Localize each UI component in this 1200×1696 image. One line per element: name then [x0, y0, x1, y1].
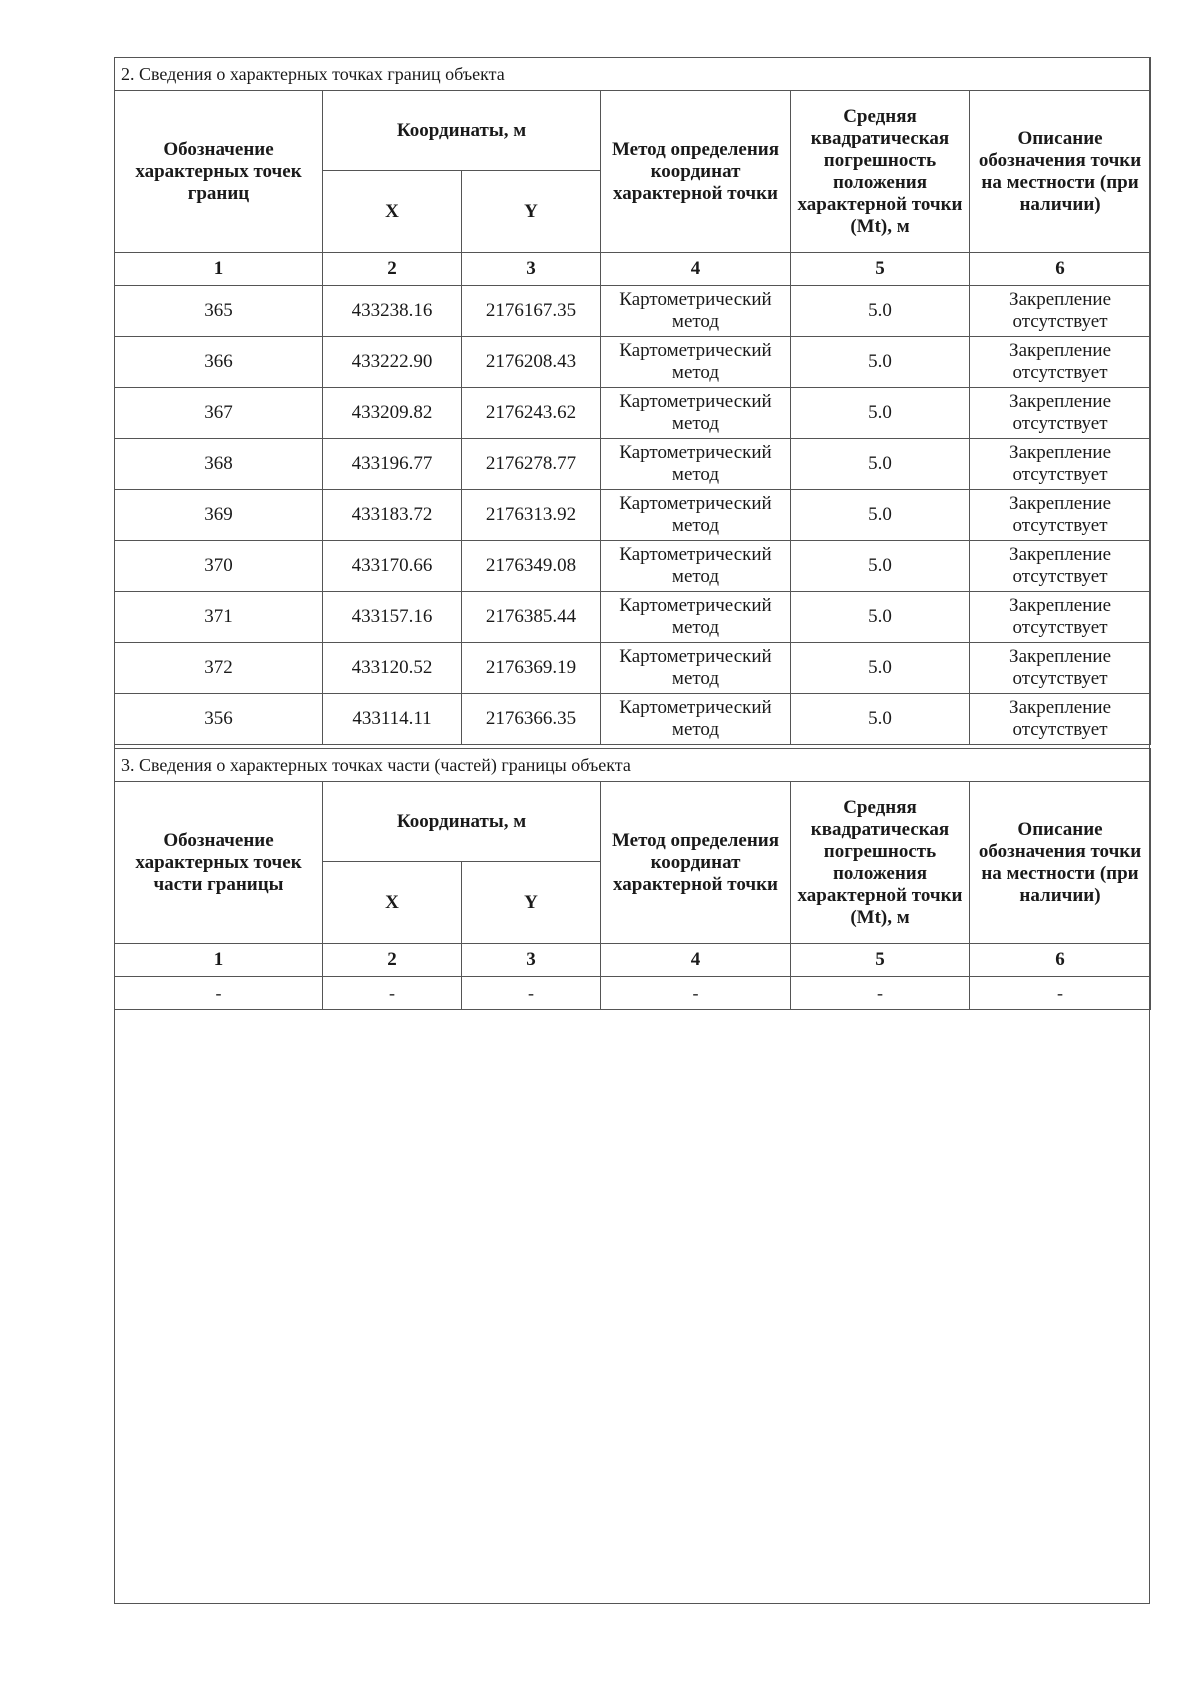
table-body: [115, 286, 1151, 745]
cell-point: 368: [115, 439, 323, 490]
cell-y: 2176167.35: [462, 286, 601, 337]
cell-accuracy: 5.0: [791, 694, 970, 745]
cell-accuracy: 5.0: [791, 388, 970, 439]
cell-accuracy: 5.0: [791, 337, 970, 388]
cell-x: 433183.72: [323, 490, 462, 541]
table-row: [115, 643, 1151, 694]
section-title: 2. Сведения о характерных точках границ объекта: [115, 58, 1151, 91]
cell-x: 433222.90: [323, 337, 462, 388]
header-y: Y: [462, 862, 601, 944]
header-method: Метод определения координат характерной точки: [601, 782, 791, 944]
table-row: [115, 490, 1151, 541]
cell-accuracy: 5.0: [791, 643, 970, 694]
part-boundary-points-table: [114, 748, 1151, 1010]
header-y: Y: [462, 171, 601, 253]
header-x: X: [323, 171, 462, 253]
cell-method: Картометрический метод: [601, 337, 791, 388]
cell-empty: -: [115, 977, 323, 1010]
col-number: 6: [970, 944, 1151, 977]
header-x: X: [323, 862, 462, 944]
cell-point: 365: [115, 286, 323, 337]
cell-x: 433196.77: [323, 439, 462, 490]
col-number: 5: [791, 944, 970, 977]
col-number: 2: [323, 253, 462, 286]
cell-method: Картометрический метод: [601, 286, 791, 337]
table-row: [115, 592, 1151, 643]
cell-x: 433238.16: [323, 286, 462, 337]
table-row: [115, 694, 1151, 745]
cell-y: 2176208.43: [462, 337, 601, 388]
table-row: [115, 439, 1151, 490]
table-row: [115, 541, 1151, 592]
cell-point: 356: [115, 694, 323, 745]
header-description: Описание обозначения точки на местности (при наличии): [970, 782, 1151, 944]
cell-y: 2176366.35: [462, 694, 601, 745]
cell-description: Закрепление отсутствует: [970, 490, 1151, 541]
cell-x: 433157.16: [323, 592, 462, 643]
cell-y: 2176349.08: [462, 541, 601, 592]
header-method: Метод определения координат характерной точки: [601, 91, 791, 253]
col-number: 4: [601, 944, 791, 977]
cell-x: 433120.52: [323, 643, 462, 694]
col-number: 6: [970, 253, 1151, 286]
col-number: 1: [115, 253, 323, 286]
cell-y: 2176313.92: [462, 490, 601, 541]
cell-accuracy: 5.0: [791, 439, 970, 490]
cell-empty: -: [970, 977, 1151, 1010]
cell-method: Картометрический метод: [601, 643, 791, 694]
header-coords: Координаты, м: [323, 91, 601, 171]
header-point: Обозначение характерных точек границ: [115, 91, 323, 253]
cell-description: Закрепление отсутствует: [970, 439, 1151, 490]
cell-empty: -: [791, 977, 970, 1010]
cell-empty: -: [462, 977, 601, 1010]
cell-point: 370: [115, 541, 323, 592]
cell-method: Картометрический метод: [601, 490, 791, 541]
cell-y: 2176278.77: [462, 439, 601, 490]
cell-point: 367: [115, 388, 323, 439]
cell-method: Картометрический метод: [601, 694, 791, 745]
col-number: 3: [462, 944, 601, 977]
col-number: 2: [323, 944, 462, 977]
cell-y: 2176385.44: [462, 592, 601, 643]
table-row: [115, 337, 1151, 388]
header-point: Обозначение характерных точек части границы: [115, 782, 323, 944]
col-number: 1: [115, 944, 323, 977]
cell-method: Картометрический метод: [601, 541, 791, 592]
cell-description: Закрепление отсутствует: [970, 643, 1151, 694]
boundary-points-table: [114, 57, 1151, 745]
col-number: 3: [462, 253, 601, 286]
cell-empty: -: [323, 977, 462, 1010]
section-title: 3. Сведения о характерных точках части (частей) границы объекта: [115, 749, 1151, 782]
cell-description: Закрепление отсутствует: [970, 286, 1151, 337]
cell-description: Закрепление отсутствует: [970, 337, 1151, 388]
cell-description: Закрепление отсутствует: [970, 592, 1151, 643]
cell-accuracy: 5.0: [791, 592, 970, 643]
table-row: [115, 286, 1151, 337]
cell-method: Картометрический метод: [601, 592, 791, 643]
cell-point: 366: [115, 337, 323, 388]
cell-method: Картометрический метод: [601, 388, 791, 439]
table-row: [115, 388, 1151, 439]
header-accuracy: Средняя квадратическая погрешность положения характерной точки (Mt), м: [791, 782, 970, 944]
cell-y: 2176243.62: [462, 388, 601, 439]
cell-empty: -: [601, 977, 791, 1010]
cell-point: 369: [115, 490, 323, 541]
cell-accuracy: 5.0: [791, 541, 970, 592]
cell-point: 372: [115, 643, 323, 694]
col-number: 5: [791, 253, 970, 286]
cell-method: Картометрический метод: [601, 439, 791, 490]
col-number: 4: [601, 253, 791, 286]
cell-x: 433114.11: [323, 694, 462, 745]
cell-accuracy: 5.0: [791, 490, 970, 541]
header-coords: Координаты, м: [323, 782, 601, 862]
table-row: [115, 977, 1151, 1010]
cell-description: Закрепление отсутствует: [970, 694, 1151, 745]
cell-point: 371: [115, 592, 323, 643]
cell-accuracy: 5.0: [791, 286, 970, 337]
cell-description: Закрепление отсутствует: [970, 541, 1151, 592]
cell-x: 433170.66: [323, 541, 462, 592]
cell-y: 2176369.19: [462, 643, 601, 694]
header-description: Описание обозначения точки на местности (при наличии): [970, 91, 1151, 253]
cell-description: Закрепление отсутствует: [970, 388, 1151, 439]
header-accuracy: Средняя квадратическая погрешность положения характерной точки (Mt), м: [791, 91, 970, 253]
cell-x: 433209.82: [323, 388, 462, 439]
